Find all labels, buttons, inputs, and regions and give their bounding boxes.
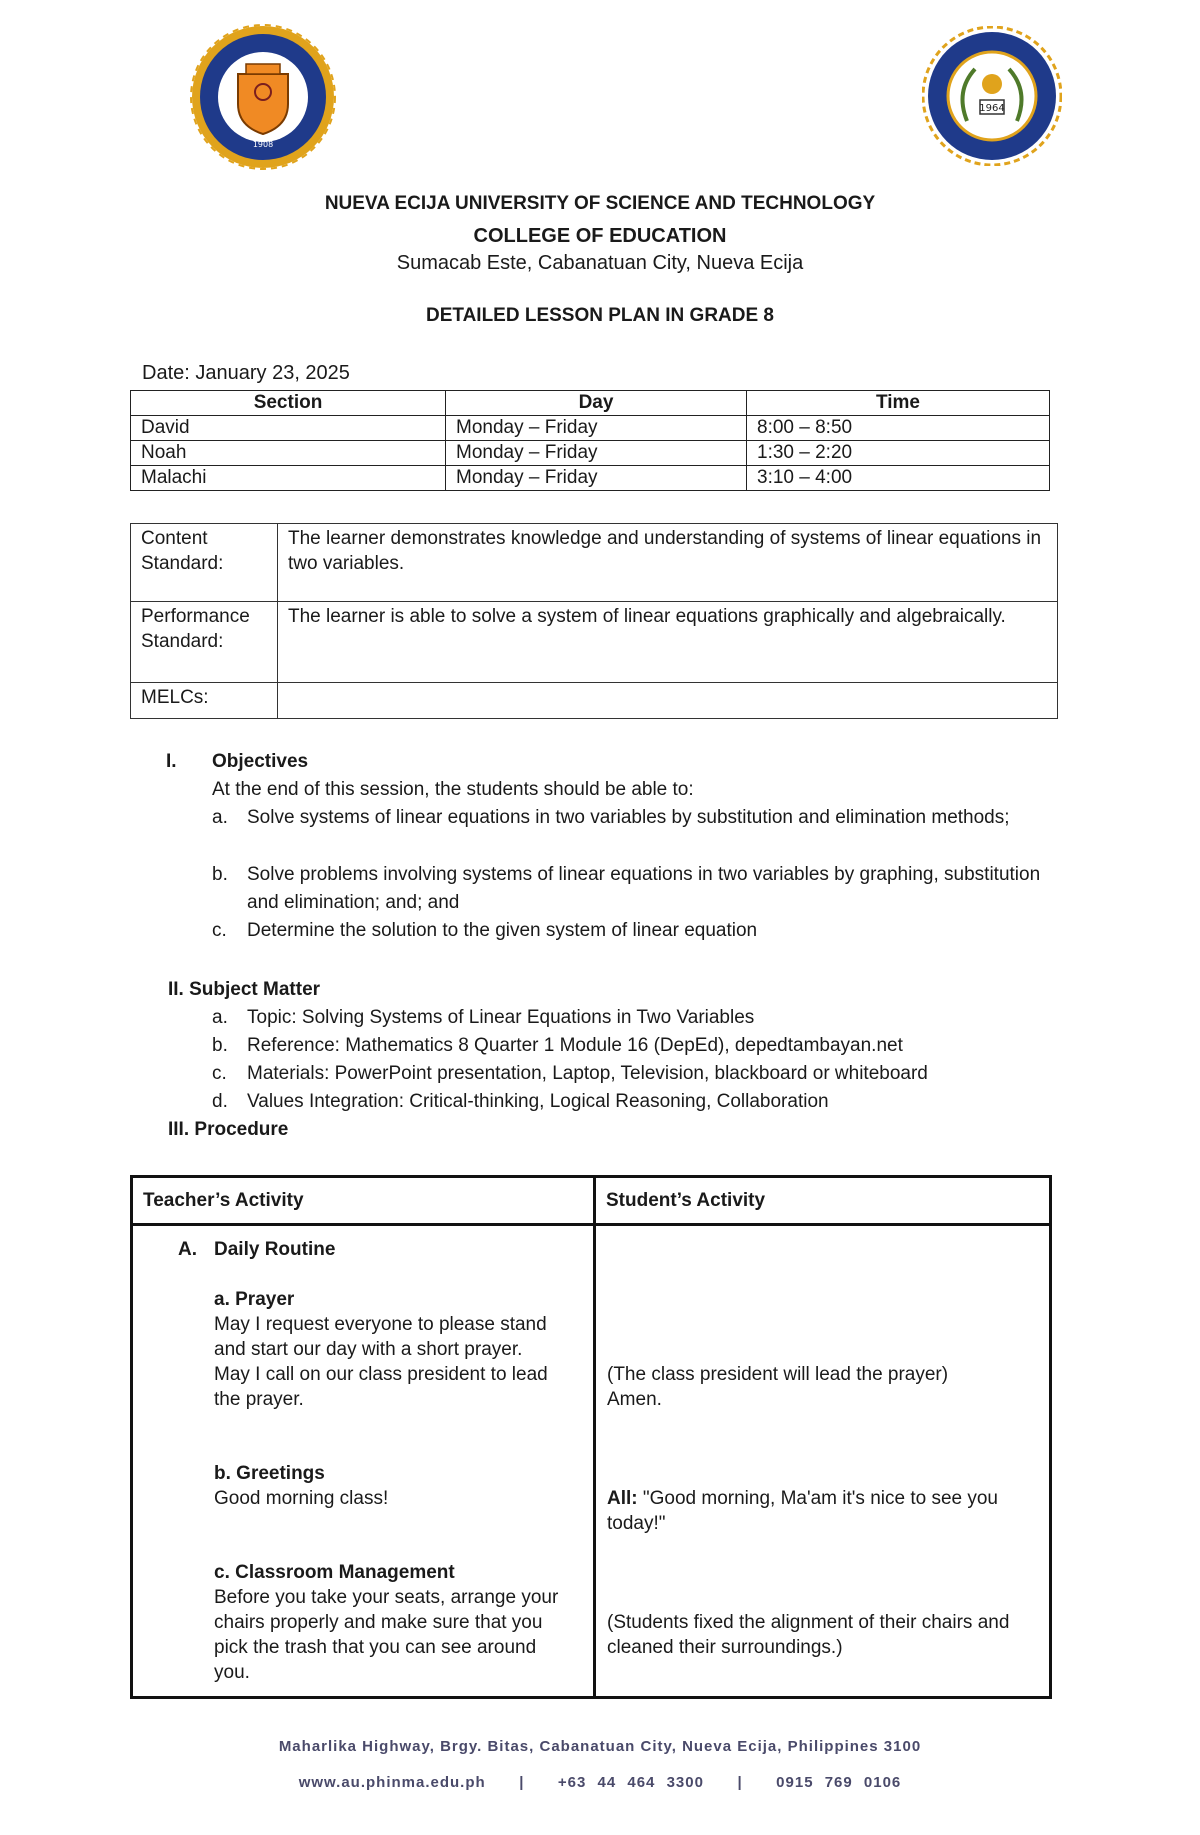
university-name: NUEVA ECIJA UNIVERSITY OF SCIENCE AND TECHNOLOGY: [324, 193, 876, 214]
schedule-cell: David: [131, 416, 446, 441]
standard-value: The learner demonstrates knowledge and understanding of systems of linear equations in two variables.: [278, 524, 1058, 602]
lesson-date: Date: January 23, 2025: [142, 362, 350, 384]
prayer-student-amen: Amen.: [607, 1389, 662, 1410]
college-address: Sumacab Este, Cabanatuan City, Nueva Ecija: [396, 252, 804, 274]
table-row: [131, 466, 1050, 491]
college-of-education-seal-logo: [922, 26, 1062, 166]
prayer-text: May I request everyone to please stand and start our day with a short prayer. May I call on our class president to lead the prayer.: [214, 1314, 548, 1410]
subject-matter-heading: II. Subject Matter: [168, 979, 321, 1000]
college-name: COLLEGE OF EDUCATION: [473, 225, 727, 247]
teacher-activity-header: Teacher’s Activity: [132, 1177, 595, 1225]
prayer-title: a. Prayer: [214, 1289, 295, 1310]
schedule-cell: 3:10 – 4:00: [747, 466, 1050, 491]
schedule-cell: Monday – Friday: [446, 441, 747, 466]
classroom-management-student-response: (Students fixed the alignment of their chairs and cleaned their surroundings.): [607, 1612, 1010, 1658]
procedure-table: [130, 1175, 1052, 1699]
schedule-table: [130, 390, 1050, 491]
standard-label: Content Standard:: [131, 524, 278, 602]
routine-marker: A.: [178, 1239, 197, 1260]
svg-text:1964: 1964: [979, 103, 1005, 114]
document-title: DETAILED LESSON PLAN IN GRADE 8: [425, 305, 774, 326]
svg-text:1908: 1908: [252, 140, 274, 149]
objectives-intro: At the end of this session, the students should be able to:: [212, 779, 694, 800]
footer-mobile: 0915 769 0106: [776, 1774, 902, 1791]
objectives-number: I.: [166, 751, 177, 772]
schedule-cell: Noah: [131, 441, 446, 466]
standard-label: Performance Standard:: [131, 602, 278, 683]
table-row: [131, 441, 1050, 466]
student-activity-cell: [595, 1225, 1051, 1698]
schedule-header-time: Time: [747, 391, 1050, 416]
standards-table: [130, 523, 1058, 719]
standard-value: The learner is able to solve a system of linear equations graphically and algebraically.: [278, 602, 1058, 683]
greetings-student-response: All: "Good morning, Ma'am it's nice to see you today!": [607, 1488, 998, 1534]
schedule-cell: Malachi: [131, 466, 446, 491]
table-row: [131, 524, 1058, 602]
footer-phone: +63 44 464 3300: [557, 1774, 704, 1791]
schedule-cell: 8:00 – 8:50: [747, 416, 1050, 441]
footer-address: Maharlika Highway, Brgy. Bitas, Cabanatuan City, Nueva Ecija, Philippines 3100: [278, 1738, 922, 1755]
greetings-title: b. Greetings: [214, 1463, 325, 1484]
table-row: [131, 416, 1050, 441]
schedule-cell: 1:30 – 2:20: [747, 441, 1050, 466]
standard-value: [278, 683, 1058, 719]
footer-website: www.au.phinma.edu.ph: [298, 1774, 486, 1791]
student-activity-header: Student’s Activity: [595, 1177, 1051, 1225]
objectives-heading: Objectives: [212, 751, 309, 772]
teacher-activity-cell: [132, 1225, 595, 1698]
greetings-text: Good morning class!: [214, 1488, 389, 1509]
university-seal-logo: [190, 24, 336, 170]
schedule-cell: Monday – Friday: [446, 416, 747, 441]
procedure-heading: III. Procedure: [168, 1119, 289, 1140]
schedule-cell: Monday – Friday: [446, 466, 747, 491]
schedule-header-section: Section: [131, 391, 446, 416]
routine-title: Daily Routine: [214, 1239, 336, 1260]
table-row: [131, 683, 1058, 719]
schedule-header-day: Day: [446, 391, 747, 416]
prayer-student-response: (The class president will lead the prayer): [607, 1364, 949, 1385]
classroom-management-text: Before you take your seats, arrange your chairs properly and make sure that you pick the trash that you can see around you.: [214, 1587, 559, 1683]
classroom-management-title: c. Classroom Management: [214, 1562, 455, 1583]
table-row: [131, 602, 1058, 683]
footer-contact: www.au.phinma.edu.ph | +63 44 464 3300 | 0915 769 0106: [298, 1774, 902, 1791]
standard-label: MELCs:: [131, 683, 278, 719]
